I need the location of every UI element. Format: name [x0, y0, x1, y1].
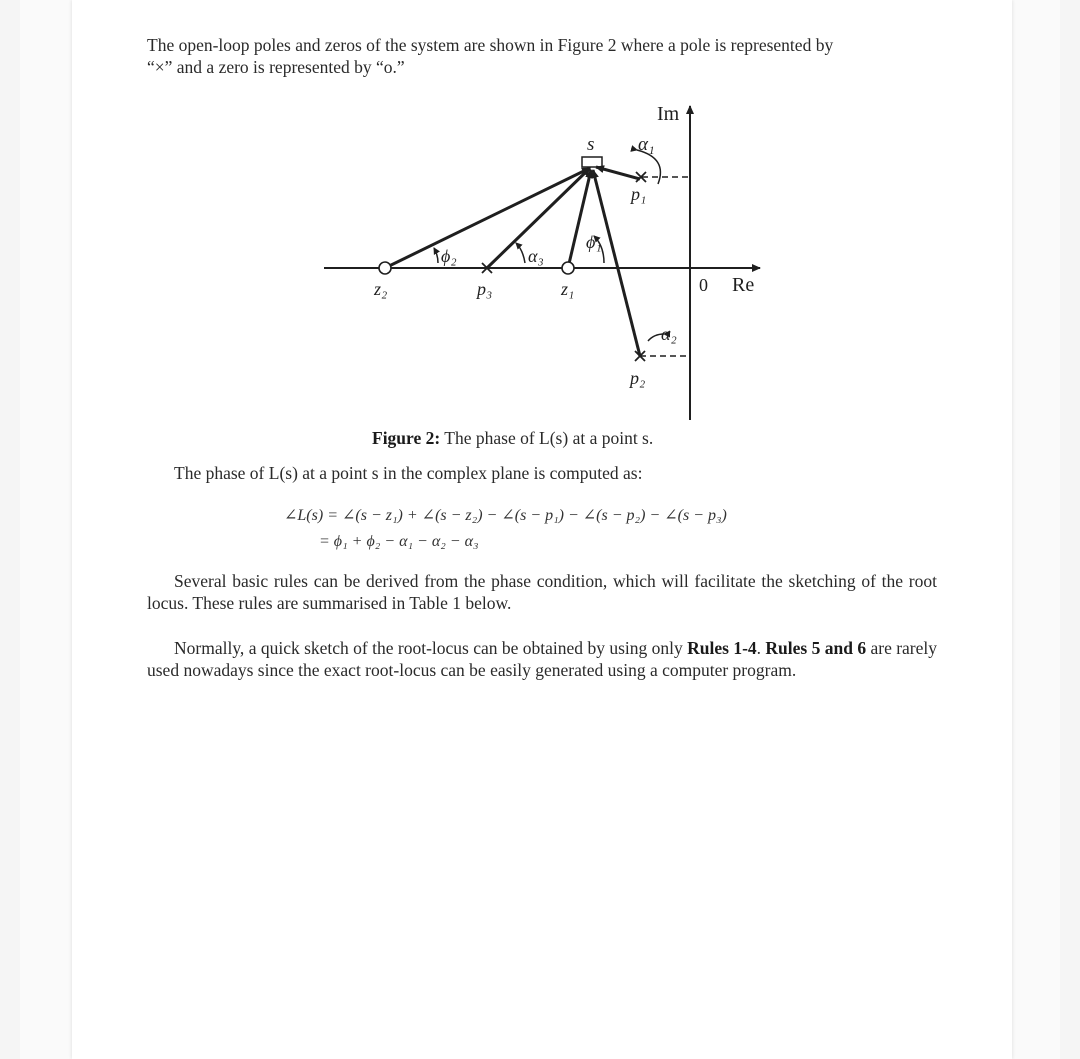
rules-5-6-bold: Rules 5 and 6	[765, 638, 867, 658]
alpha1-arc	[637, 150, 660, 184]
normal-paragraph	[147, 637, 937, 681]
alpha1-label: α₁	[638, 134, 655, 155]
zero-z2-marker	[379, 262, 391, 274]
im-label: Im	[657, 103, 680, 125]
zero-z1-marker	[562, 262, 574, 274]
origin-label: 0	[699, 275, 708, 295]
figure-caption	[372, 428, 772, 449]
rules-paragraph: Several basic rules can be derived from the phase condition, which will facilitate the sketching of the root locus. These rules are summarised in Table 1 below.	[147, 571, 937, 613]
p3-label: p₃	[477, 279, 493, 299]
vector-z2-to-s	[385, 168, 590, 268]
caption-label: Figure 2:	[372, 428, 441, 448]
z2-label: z₂	[374, 279, 388, 299]
root-locus-figure	[72, 0, 1012, 430]
s-label: s	[587, 134, 595, 155]
normal-prefix: Normally, a quick sketch of the root-locus can be obtained by using only	[174, 638, 688, 658]
p2-label: p₂	[630, 368, 646, 388]
equation-line-1: ∠L(s) = ∠(s − z₁) + ∠(s − z₂) − ∠(s − p₁) − ∠(s − p₂) − ∠(s − p₃)	[284, 507, 727, 524]
z1-label: z₁	[561, 279, 575, 299]
phi1-label: ϕ₁	[586, 232, 602, 252]
rules-1-4-bold: Rules 1-4	[687, 638, 757, 658]
point-s-box	[582, 157, 602, 167]
alpha2-label: α₂	[661, 324, 677, 344]
re-label: Re	[732, 274, 755, 296]
p1-label: p₁	[631, 184, 647, 204]
equation-line-2: = ϕ₁ + ϕ₂ − α₁ − α₂ − α₃	[319, 533, 479, 550]
phi2-label: ϕ₂	[441, 246, 457, 266]
alpha3-label: α₃	[528, 246, 544, 266]
document-page[interactable]	[72, 0, 1012, 1059]
right-gutter	[1012, 0, 1060, 1059]
vector-p1-to-s	[596, 167, 640, 179]
caption-text: The phase of L(s) at a point s.	[444, 428, 654, 448]
normal-mid: .	[756, 638, 766, 658]
alpha3-arc	[516, 243, 525, 263]
phi2-arc	[434, 248, 438, 263]
phase-intro-text: The phase of L(s) at a point s in the complex plane is computed as:	[174, 463, 643, 483]
left-gutter	[20, 0, 72, 1059]
normal-suffix: are rarely used nowadays since the exact root-locus can be easily generated using a computer program.	[147, 638, 938, 680]
intro-line-1: The open-loop poles and zeros of the system are shown in Figure 2 where a pole is represented by	[147, 35, 834, 55]
intro-line-2: “×” and a zero is represented by “o.”	[147, 57, 405, 77]
